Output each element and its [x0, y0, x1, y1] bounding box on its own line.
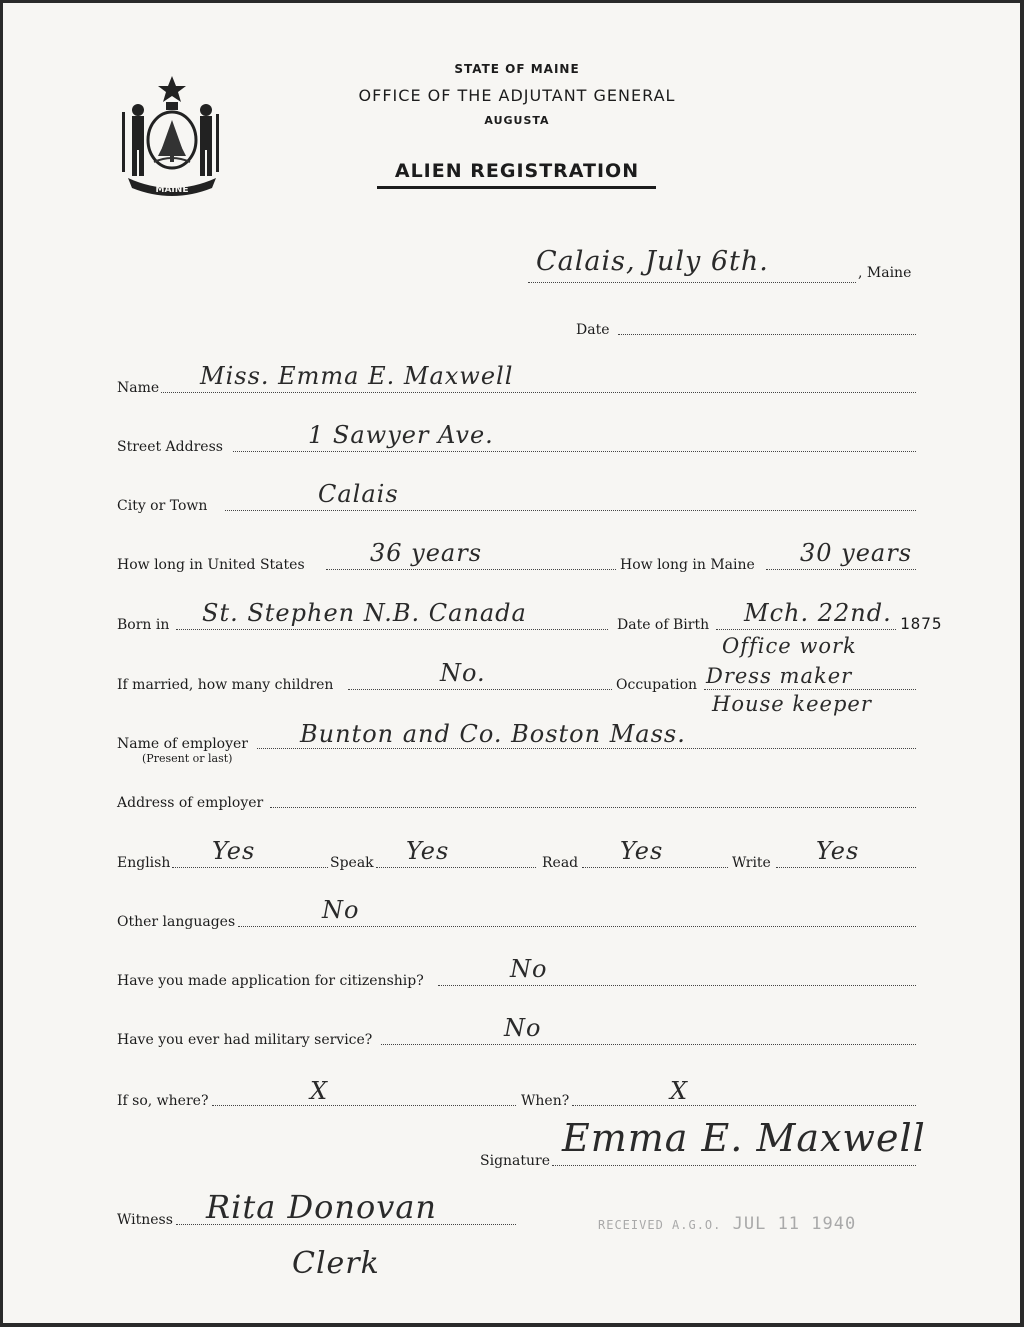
other-languages-label: Other languages: [117, 914, 236, 930]
when-value: X: [670, 1077, 689, 1105]
occupation-line: [704, 689, 916, 690]
city-line: [225, 510, 916, 511]
place-date-line: [528, 282, 856, 283]
other-languages-line: [238, 926, 916, 927]
stamp-date: JUL 11 1940: [732, 1214, 857, 1234]
witness-title: Clerk: [292, 1246, 380, 1281]
employer-label: Name of employer: [117, 736, 248, 752]
place-date-value: Calais, July 6th.: [536, 246, 769, 277]
write-line: [776, 867, 916, 868]
dob-value: Mch. 22nd.: [744, 599, 892, 627]
scan-border-right: [1020, 0, 1024, 1327]
born-in-label: Born in: [117, 617, 170, 633]
name-line: [161, 392, 916, 393]
where-line: [212, 1105, 516, 1106]
citizenship-line: [438, 985, 916, 986]
city-heading: AUGUSTA: [484, 114, 550, 127]
how-long-us-label: How long in United States: [117, 557, 305, 573]
office-heading: OFFICE OF THE ADJUTANT GENERAL: [358, 86, 676, 105]
received-stamp: [598, 1214, 856, 1234]
state-heading: STATE OF MAINE: [454, 62, 580, 76]
svg-text:MAINE: MAINE: [155, 185, 189, 195]
how-long-me-line: [766, 569, 916, 570]
scan-border-top: [0, 0, 1024, 3]
name-label: Name: [117, 380, 160, 396]
english-label: English: [117, 855, 171, 871]
english-value: Yes: [212, 837, 256, 865]
occupation-value-3: House keeper: [712, 692, 872, 716]
speak-label: Speak: [330, 855, 374, 871]
city-label: City or Town: [117, 498, 208, 514]
born-in-line: [176, 629, 608, 630]
write-value: Yes: [816, 837, 860, 865]
citizenship-value: No: [510, 955, 548, 983]
title-underline: [377, 186, 656, 189]
witness-label: Witness: [117, 1212, 173, 1228]
military-value: No: [504, 1014, 542, 1042]
when-line: [572, 1105, 916, 1106]
street-label: Street Address: [117, 439, 223, 455]
employer-note: (Present or last): [142, 752, 233, 765]
english-line: [172, 867, 328, 868]
dob-label: Date of Birth: [617, 617, 710, 633]
military-line: [381, 1044, 916, 1045]
maine-label: , Maine: [858, 265, 912, 281]
employer-value: Bunton and Co. Boston Mass.: [300, 720, 686, 748]
read-value: Yes: [620, 837, 664, 865]
citizenship-label: Have you made application for citizenship?: [117, 973, 424, 989]
employer-address-line: [270, 807, 916, 808]
name-value: Miss. Emma E. Maxwell: [200, 362, 514, 390]
children-value: No.: [440, 659, 486, 687]
date-line: [618, 334, 916, 335]
speak-line: [376, 867, 536, 868]
scan-border-left: [0, 0, 3, 1327]
write-label: Write: [732, 855, 771, 871]
how-long-us-value: 36 years: [370, 539, 483, 567]
how-long-me-value: 30 years: [800, 539, 913, 567]
read-label: Read: [542, 855, 579, 871]
occupation-value-1: Office work: [722, 634, 857, 658]
stamp-prefix: RECEIVED A.G.O.: [598, 1218, 722, 1232]
other-languages-value: No: [322, 896, 360, 924]
signature-label: Signature: [480, 1153, 551, 1169]
witness-value: Rita Donovan: [206, 1188, 437, 1226]
city-value: Calais: [318, 480, 399, 508]
dob-year: 1875: [900, 614, 943, 633]
read-line: [582, 867, 728, 868]
street-line: [233, 451, 916, 452]
how-long-us-line: [326, 569, 616, 570]
signature-value: Emma E. Maxwell: [562, 1116, 926, 1160]
occupation-value-2: Dress maker: [706, 664, 853, 688]
scan-border-bottom: [0, 1323, 1024, 1327]
occupation-label: Occupation: [616, 677, 698, 693]
employer-line: [257, 748, 916, 749]
where-label: If so, where?: [117, 1093, 209, 1109]
dob-line: [716, 629, 896, 630]
where-value: X: [310, 1077, 329, 1105]
form-title: ALIEN REGISTRATION: [394, 160, 640, 182]
speak-value: Yes: [406, 837, 450, 865]
born-in-value: St. Stephen N.B. Canada: [202, 599, 527, 627]
children-label: If married, how many children: [117, 677, 334, 693]
military-label: Have you ever had military service?: [117, 1032, 373, 1048]
signature-line: [552, 1165, 916, 1166]
how-long-me-label: How long in Maine: [620, 557, 755, 573]
when-label: When?: [521, 1093, 570, 1109]
children-line: [348, 689, 612, 690]
date-label: Date: [576, 322, 610, 338]
employer-address-label: Address of employer: [117, 795, 264, 811]
street-value: 1 Sawyer Ave.: [308, 421, 494, 449]
